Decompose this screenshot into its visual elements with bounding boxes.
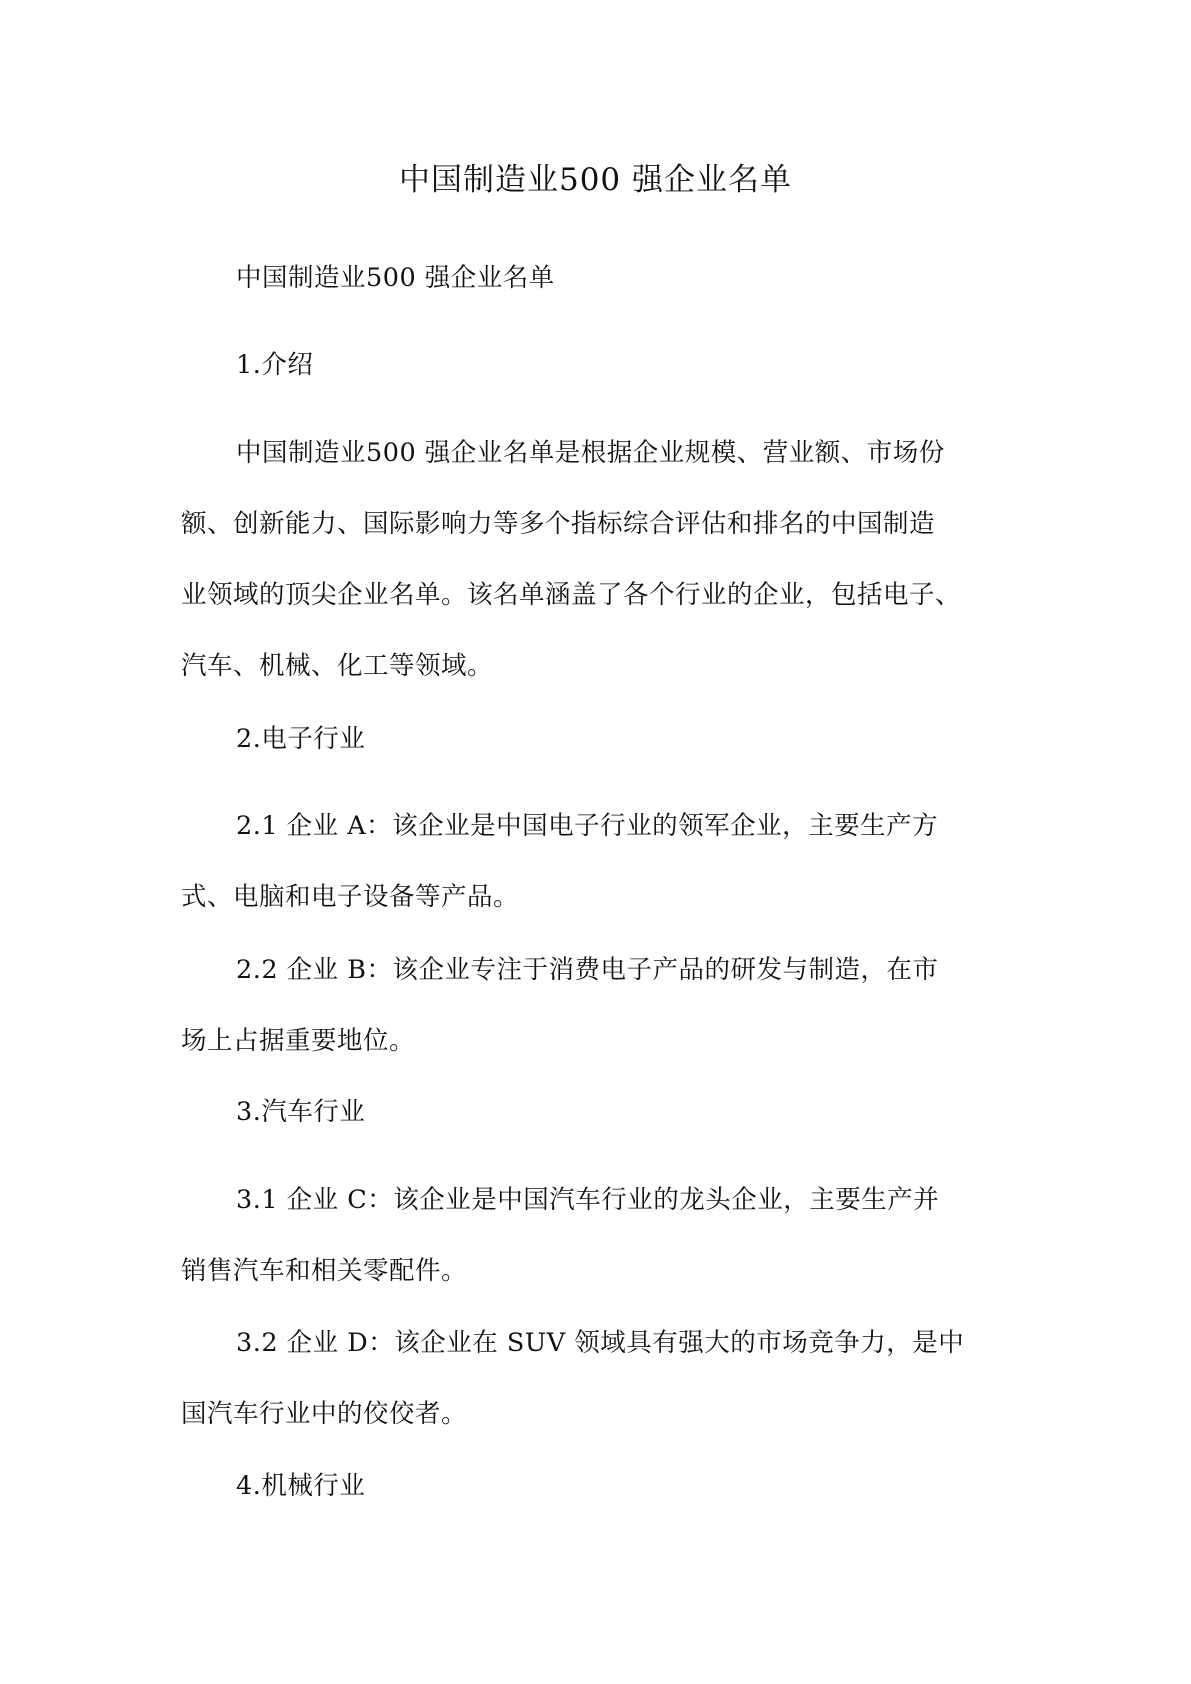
paragraph-line: 4.机械行业 xyxy=(236,1471,366,1501)
section-heading-machinery xyxy=(181,1451,1021,1522)
paragraph-line: 销售汽车和相关零配件。 xyxy=(181,1256,468,1286)
paragraph-line: 场上占据重要地位。 xyxy=(181,1026,416,1056)
paragraph-company-c xyxy=(181,1165,1021,1307)
paragraph-line: 2.1 企业 A：该企业是中国电子行业的领军企业，主要生产方 xyxy=(236,811,939,841)
paragraph-line: 2.电子行业 xyxy=(236,724,366,754)
paragraph-line: 国汽车行业中的佼佼者。 xyxy=(181,1399,468,1429)
paragraph-line: 式、电脑和电子设备等产品。 xyxy=(181,882,520,912)
paragraph-line: 2.2 企业 B：该企业专注于消费电子产品的研发与制造，在市 xyxy=(236,955,939,985)
paragraph-line: 业领域的顶尖企业名单。该名单涵盖了各个行业的企业，包括电子、 xyxy=(181,580,962,610)
paragraph-company-a xyxy=(181,791,1021,933)
paragraph-line: 中国制造业500 强企业名单是根据企业规模、营业额、市场份 xyxy=(236,438,945,468)
section-heading-electronics xyxy=(181,704,1021,775)
paragraph-intro xyxy=(181,418,1021,702)
paragraph-line: 3.2 企业 D：该企业在 SUV 领域具有强大的市场竞争力，是中 xyxy=(236,1328,965,1358)
paragraph-line: 中国制造业500 强企业名单 xyxy=(236,263,555,293)
paragraph-line: 3.汽车行业 xyxy=(236,1097,366,1127)
paragraph-line: 额、创新能力、国际影响力等多个指标综合评估和排名的中国制造 xyxy=(181,509,936,539)
section-heading-automotive xyxy=(181,1077,1021,1148)
section-heading-intro xyxy=(181,330,1021,401)
paragraph-company-d xyxy=(181,1308,1021,1450)
paragraph-subtitle xyxy=(181,243,1021,314)
paragraph-line: 汽车、机械、化工等领域。 xyxy=(181,651,494,681)
paragraph-line: 1.介绍 xyxy=(236,350,314,380)
paragraph-line: 3.1 企业 C：该企业是中国汽车行业的龙头企业，主要生产并 xyxy=(236,1185,940,1215)
paragraph-company-b xyxy=(181,935,1021,1077)
document-title: 中国制造业500 强企业名单 xyxy=(398,162,793,198)
